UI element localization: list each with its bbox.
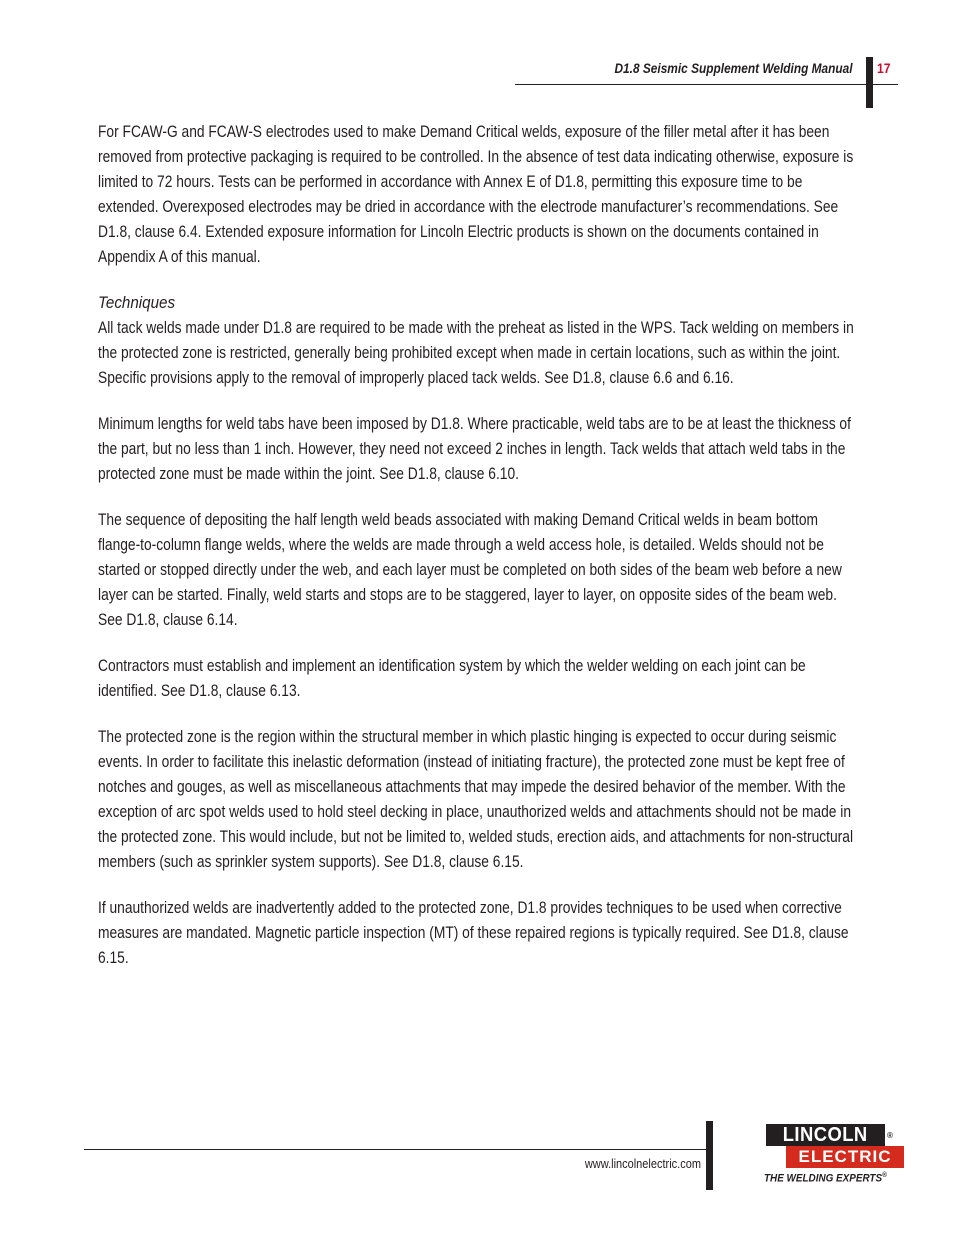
header-bar (866, 57, 873, 108)
paragraph-protected-zone: The protected zone is the region within the structural member in which plastic hinging is expected to occur during seismic events. In order to facilitate this inelastic deformation (instead of initiating fracture), the protected zone must be kept free of notches and gouges, as well as miscellaneous attachments that may impede the desired behavior of the member. With the exception of arc spot welds used to hold steel decking in place, unauthorized welds and attachments should not be made in the protected zone. This would include, but not be limited to, welded studs, erection aids, and attachments for non-structural members (such as sprinkler system supports). See D1.8, clause 6.15. (98, 728, 854, 871)
section-heading-techniques: Techniques (98, 294, 176, 312)
paragraph-identification: Contractors must establish and implement an identification system by which the welder welding on each joint can be identified. See D1.8, clause 6.13. (98, 657, 806, 700)
paragraph-weld-tabs: Minimum lengths for weld tabs have been imposed by D1.8. Where practicable, weld tabs are to be at least the thickness of the part, but no less than 1 inch. However, they need not exceed 2 inches in length. Tack welds that attach weld tabs in the protected zone must be made within the joint. See D1.8, clause 6.10. (98, 415, 851, 483)
manual-title: D1.8 Seismic Supplement Welding Manual (614, 61, 853, 76)
footer-rule (84, 1149, 707, 1150)
page-number-rule (873, 84, 898, 85)
lincoln-electric-logo (764, 1122, 914, 1188)
logo-registered-mark: ® (887, 1131, 893, 1140)
paragraph-filler-exposure: For FCAW-G and FCAW-S electrodes used to make Demand Critical welds, exposure of the filler metal after it has been removed from protective packaging is required to be controlled. In the absence of test data indicating otherwise, exposure is limited to 72 hours. Tests can be performed in accordance with Annex E of D1.8, permitting this exposure time to be extended. Overexposed electrodes may be dried in accordance with the electrode manufacturer’s recommendations. See D1.8, clause 6.4. Extended exposure information for Lincoln Electric products is shown on the documents contained in Appendix A of this manual. (98, 123, 854, 266)
header-rule (515, 84, 868, 85)
footer-bar (706, 1121, 713, 1190)
logo-tagline: THE WELDING EXPERTS® (764, 1172, 887, 1185)
logo-top-block: LINCOLN (766, 1124, 885, 1146)
website-url: www.lincolnelectric.com (584, 1157, 701, 1171)
page-content (98, 120, 918, 971)
page-number: 17 (877, 61, 891, 76)
logo-bottom-block: ELECTRIC (786, 1146, 904, 1168)
paragraph-unauthorized-welds: If unauthorized welds are inadvertently added to the protected zone, D1.8 provides techniques to be used when corrective measures are mandated. Magnetic particle inspection (MT) of these repaired regions is typically required. See D1.8, clause 6.15. (98, 899, 849, 967)
paragraph-weld-sequence: The sequence of depositing the half length weld beads associated with making Demand Critical welds in beam bottom flange-to-column flange welds, where the welds are made through a weld access hole, is detailed. Welds should not be started or stopped directly under the web, and each layer must be completed on both sides of the beam web before a new layer can be started. Finally, weld starts and stops are to be staggered, layer to layer, on opposite sides of the beam web. See D1.8, clause 6.14. (98, 511, 842, 629)
paragraph-tack-welds: All tack welds made under D1.8 are required to be made with the preheat as listed in the WPS. Tack welding on members in the protected zone is restricted, generally being prohibited except when made in certain locations, such as within the joint. Specific provisions apply to the removal of improperly placed tack welds. See D1.8, clause 6.6 and 6.16. (98, 319, 854, 387)
